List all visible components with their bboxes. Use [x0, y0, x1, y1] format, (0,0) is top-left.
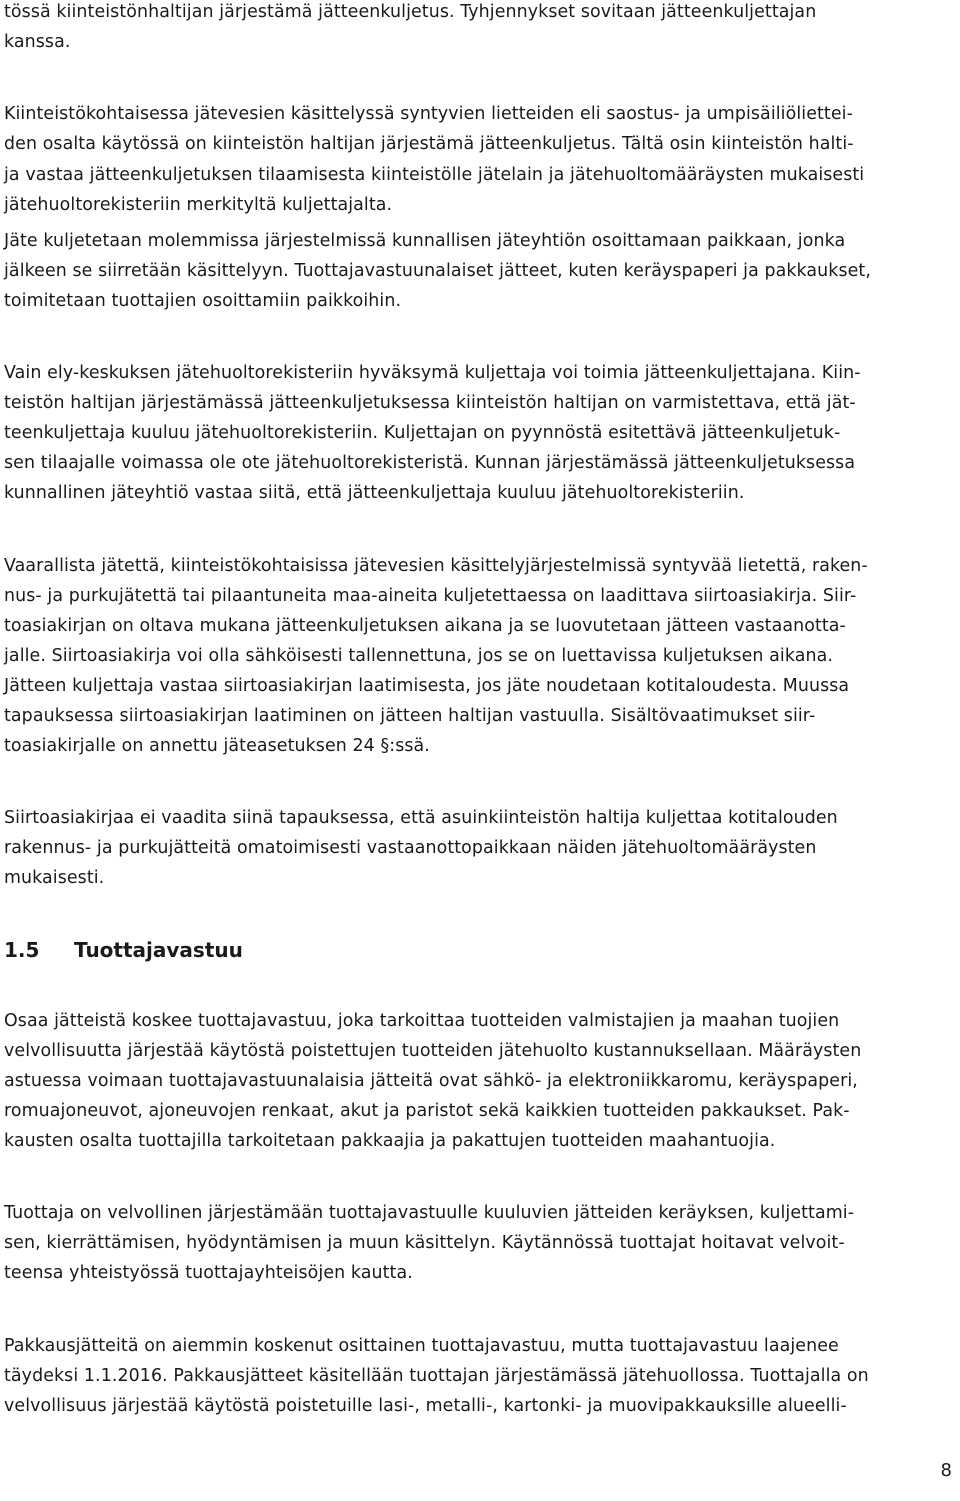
- text-line: den osalta käytössä on kiinteistön haltijan järjestämä jätteenkuljetus. Tältä osin kiinteistön halti-: [4, 134, 854, 154]
- text-line: Jätteen kuljettaja vastaa siirtoasiakirjan laatimisesta, jos jäte noudetaan kotitaloudesta. Muussa: [4, 676, 850, 696]
- section-number: 1.5: [4, 938, 40, 962]
- text-line: Jäte kuljetetaan molemmissa järjestelmissä kunnallisen jäteyhtiön osoittamaan paikkaan, jonka: [4, 231, 846, 251]
- text-line: rakennus- ja purkujätteitä omatoimisesti vastaanottopaikkaan näiden jätehuoltomääräysten: [4, 838, 817, 858]
- text-line: teenkuljettaja kuuluu jätehuoltorekisteriin. Kuljettajan on pyynnöstä esitettävä jätteenkuljetuk-: [4, 423, 841, 443]
- text-line: astuessa voimaan tuottajavastuunalaisia jätteitä ovat sähkö- ja elektroniikkaromu, keräyspaperi,: [4, 1071, 858, 1091]
- text-line: toasiakirjalle on annettu jäteasetuksen 24 §:ssä.: [4, 736, 430, 756]
- text-line: täydeksi 1.1.2016. Pakkausjätteet käsitellään tuottajan järjestämässä jätehuollossa. Tuottajalla on: [4, 1366, 869, 1386]
- text-line: tössä kiinteistönhaltijan järjestämä jätteenkuljetus. Tyhjennykset sovitaan jätteenkuljettajan: [4, 2, 817, 22]
- page-number: 8: [940, 1460, 952, 1481]
- text-line: velvollisuus järjestää käytöstä poistetuille lasi-, metalli-, kartonki- ja muovipakkauksille alueelli-: [4, 1396, 847, 1416]
- text-line: sen, kierrättämisen, hyödyntämisen ja muun käsittelyn. Käytännössä tuottajat hoitavat velvoit-: [4, 1233, 845, 1253]
- text-line: tapauksessa siirtoasiakirjan laatiminen on jätteen haltijan vastuulla. Sisältövaatimukset siir-: [4, 706, 816, 726]
- text-line: sen tilaajalle voimassa ole ote jätehuoltorekisteristä. Kunnan järjestämässä jätteenkuljetuksessa: [4, 453, 856, 473]
- text-line: toasiakirjan on oltava mukana jätteenkuljetuksen aikana ja se luovutetaan jätteen vastaanotta-: [4, 616, 846, 636]
- section-title: Tuottajavastuu: [74, 938, 243, 962]
- text-line: Osaa jätteistä koskee tuottajavastuu, joka tarkoittaa tuotteiden valmistajien ja maahan tuojien: [4, 1011, 840, 1031]
- text-line: Vaarallista jätettä, kiinteistökohtaisissa jätevesien käsittelyjärjestelmissä syntyvää lietettä, raken-: [4, 556, 868, 576]
- text-line: kanssa.: [4, 32, 71, 52]
- text-line: romuajoneuvot, ajoneuvojen renkaat, akut ja paristot sekä kaikkien tuotteiden pakkaukset. Pak-: [4, 1101, 850, 1121]
- text-line: teensa yhteistyössä tuottajayhteisöjen kautta.: [4, 1263, 413, 1283]
- text-line: jalle. Siirtoasiakirja voi olla sähköisesti tallennettuna, jos se on luettavissa kuljetuksen aikana.: [4, 646, 833, 666]
- text-line: Kiinteistökohtaisessa jätevesien käsittelyssä syntyvien lietteiden eli saostus- ja umpisäiliöliettei-: [4, 104, 853, 124]
- text-line: velvollisuutta järjestää käytöstä poistettujen tuotteiden jätehuolto kustannuksellaan. Määräysten: [4, 1041, 862, 1061]
- text-line: Pakkausjätteitä on aiemmin koskenut osittainen tuottajavastuu, mutta tuottajavastuu laajenee: [4, 1336, 839, 1356]
- text-line: ja vastaa jätteenkuljetuksen tilaamisesta kiinteistölle jätelain ja jätehuoltomääräysten mukaisesti: [4, 165, 865, 185]
- text-line: jätehuoltorekisteriin merkityltä kuljettajalta.: [4, 195, 393, 215]
- text-line: toimitetaan tuottajien osoittamiin paikkoihin.: [4, 291, 402, 311]
- text-line: mukaisesti.: [4, 868, 105, 888]
- text-line: kunnallinen jäteyhtiö vastaa siitä, että jätteenkuljettaja kuuluu jätehuoltorekisteriin.: [4, 483, 745, 503]
- text-line: nus- ja purkujätettä tai pilaantuneita maa-aineita kuljetettaessa on laadittava siirtoasiakirja. Siir-: [4, 586, 857, 606]
- text-line: jälkeen se siirretään käsittelyyn. Tuottajavastuunalaiset jätteet, kuten keräyspaperi ja pakkaukset,: [4, 261, 871, 281]
- text-line: kausten osalta tuottajilla tarkoitetaan pakkaajia ja pakattujen tuotteiden maahantuojia.: [4, 1131, 776, 1151]
- text-line: Tuottaja on velvollinen järjestämään tuottajavastuulle kuuluvien jätteiden keräyksen, kuljettami-: [4, 1203, 855, 1223]
- section-heading: [4, 936, 243, 964]
- text-line: teistön haltijan järjestämässä jätteenkuljetuksessa kiinteistön haltijan on varmistettava, että jät-: [4, 393, 856, 413]
- text-line: Vain ely-keskuksen jätehuoltorekisteriin hyväksymä kuljettaja voi toimia jätteenkuljettajana. Kiin-: [4, 363, 861, 383]
- text-line: Siirtoasiakirjaa ei vaadita siinä tapauksessa, että asuinkiinteistön haltija kuljettaa kotitalouden: [4, 808, 838, 828]
